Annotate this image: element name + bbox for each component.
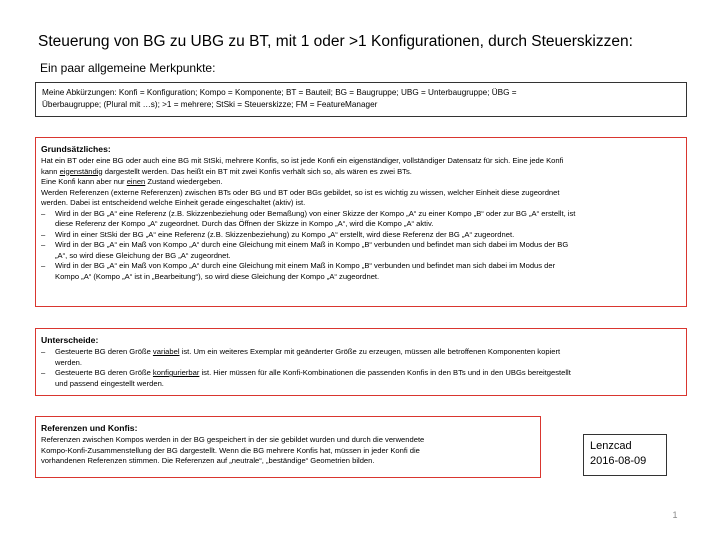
abbreviations-box — [35, 82, 687, 117]
basics-bullet-1-line-1: Wird in der BG „A“ eine Referenz (z.B. Skizzenbeziehung oder Bemaßung) von einer Skizze der Kompo „A“ zu einer Kompo „B“ oder zur BG „A“ erstellt, ist — [55, 208, 576, 218]
differences-bullet-2-line-1 — [55, 368, 681, 379]
basics-p2-text-b: Zustand wiedergeben. — [145, 177, 223, 186]
basics-paragraph-1-line-2 — [41, 167, 681, 178]
page-title: Steuerung von BG zu UBG zu BT, mit 1 oder >1 Konfigurationen, durch Steuerskizzen: — [38, 33, 633, 50]
basics-bullet-4 — [41, 261, 681, 282]
basics-p1-emphasis: eigenständig — [59, 166, 103, 176]
differences-bullet-2-emphasis: konfigurierbar — [152, 368, 200, 377]
basics-bullet-3-line-2: „A“, so wird diese Gleichung der BG „A“ zugeordnet. — [55, 250, 231, 260]
basics-box — [35, 137, 687, 307]
abbreviations-line-2: Überbaugruppe; (Plural mit …s); >1 = mehrere; StSki = Steuerskizze; FM = FeatureManager — [42, 100, 378, 109]
differences-bullet-2 — [41, 368, 681, 389]
basics-paragraph-3-line-2: werden. Dabei ist entscheidend welche Einheit gerade eingeschaltet (aktiv) ist. — [41, 198, 306, 207]
author-name: Lenzcad — [590, 440, 632, 452]
basics-bullet-3-line-1: Wird in der BG „A“ ein Maß von Kompo „A“ durch eine Gleichung mit einem Maß in Kompo „B“ verbunden und befindet man sich dabei im Modus der BG — [55, 240, 569, 249]
basics-bullet-1 — [41, 209, 681, 230]
differences-bullet-1-line-2: werden. — [55, 357, 83, 367]
basics-p2-text-a: Eine Konfi kann aber nur — [41, 177, 127, 186]
references-line-1: Referenzen zwischen Kompos werden in der BG gespeichert in der sie gebildet wurden und durch die verwendete — [41, 435, 425, 444]
differences-bullet-1 — [41, 347, 681, 368]
basics-bullet-1-line-2: diese Referenz der Kompo „A“ zugeordnet. Durch das Öffnen der Skizze in Kompo „A“, wird die Kompo „A“ aktiv. — [55, 219, 434, 228]
basics-bullet-2-line-1: Wird in einer StSki der BG „A“ eine Referenz (z.B. Skizzenbeziehung) zu Kompo „A“ erstellt, wird diese Referenz der BG „A“ zugeordnet. — [55, 229, 515, 239]
author-date: 2016-08-09 — [590, 455, 647, 467]
basics-bullet-3 — [41, 240, 681, 261]
references-line-2: Kompo-Konfi-Zusammenstellung der BG dargestellt. Wenn die BG mehrere Konfis hat, müssen in jeder Konfi die — [41, 445, 420, 455]
differences-bullet-2-line-2: und passend eingestellt werden. — [55, 378, 164, 388]
bullet-dash: – — [41, 229, 46, 239]
abbreviations-line-1: Meine Abkürzungen: Konfi = Konfiguration; Kompo = Komponente; BT = Bauteil; BG = Baugruppe; UBG = Unterbaugruppe; ÜBG = — [42, 88, 517, 97]
references-line-3: vorhandenen Referenzen stimmen. Die Referenzen auf „neutrale“, „beständige“ Geometrien bilden. — [41, 456, 375, 465]
differences-box — [35, 328, 687, 396]
bullet-dash: – — [41, 208, 46, 218]
references-box — [35, 416, 541, 478]
basics-paragraph-3-line-1: Werden Referenzen (externe Referenzen) zwischen BTs oder BG und BT oder BGs gebildet, so ist es wichtig zu wissen, welcher Einheit diese zugeordnet — [41, 187, 560, 197]
differences-bullet-2-text-b: ist. Hier müssen für alle Konfi-Kombinationen die passenden Konfis in den BTs und in den UBGs bereitgestellt — [199, 368, 571, 377]
basics-bullet-2 — [41, 230, 681, 241]
references-heading: Referenzen und Konfis: — [41, 423, 138, 433]
bullet-dash: – — [41, 240, 46, 249]
basics-paragraph-2 — [41, 177, 681, 188]
basics-p2-emphasis: einen — [126, 177, 146, 186]
basics-bullet-4-line-1: Wird in der BG „A“ ein Maß von Kompo „A“ durch eine Gleichung mit einem Maß in Kompo „B“ verbunden und befindet man sich dabei im Modus der — [55, 261, 556, 270]
differences-bullet-1-emphasis: variabel — [152, 347, 180, 356]
bullet-dash: – — [41, 347, 46, 356]
basics-paragraph-1-line-1: Hat ein BT oder eine BG oder auch eine BG mit StSki, mehrere Konfis, so ist jede Konfi ein eigenständiger, vollständiger Datensatz für sich. Eine jede Konfi — [41, 156, 564, 165]
differences-bullet-1-line-1 — [55, 347, 681, 358]
differences-bullet-1-text-b: ist. Um ein weiteres Exemplar mit geänderter Größe zu erzeugen, müssen alle betroffenen Komponenten kopiert — [179, 347, 561, 356]
basics-p1-text-b: dargestellt werden. Das heißt ein BT mit zwei Konfis verhält sich so, als wären es zwei BTs. — [102, 166, 412, 176]
basics-bullet-4-line-2: Kompo „A“ (Kompo „A“ ist in „Bearbeitung“), so wird diese Gleichung der Kompo „A“ zugeordnet. — [55, 271, 380, 281]
basics-heading: Grundsätzliches: — [41, 144, 111, 154]
basics-p1-text-a: kann — [41, 166, 60, 176]
page-number: 1 — [672, 510, 678, 520]
bullet-dash: – — [41, 368, 46, 377]
differences-heading: Unterscheide: — [41, 335, 99, 345]
author-box — [583, 434, 667, 476]
differences-bullet-1-text-a: Gesteuerte BG deren Größe — [55, 347, 153, 356]
differences-bullet-2-text-a: Gesteuerte BG deren Größe — [55, 368, 153, 377]
bullet-dash: – — [41, 261, 46, 270]
page-subtitle: Ein paar allgemeine Merkpunkte: — [40, 61, 216, 75]
